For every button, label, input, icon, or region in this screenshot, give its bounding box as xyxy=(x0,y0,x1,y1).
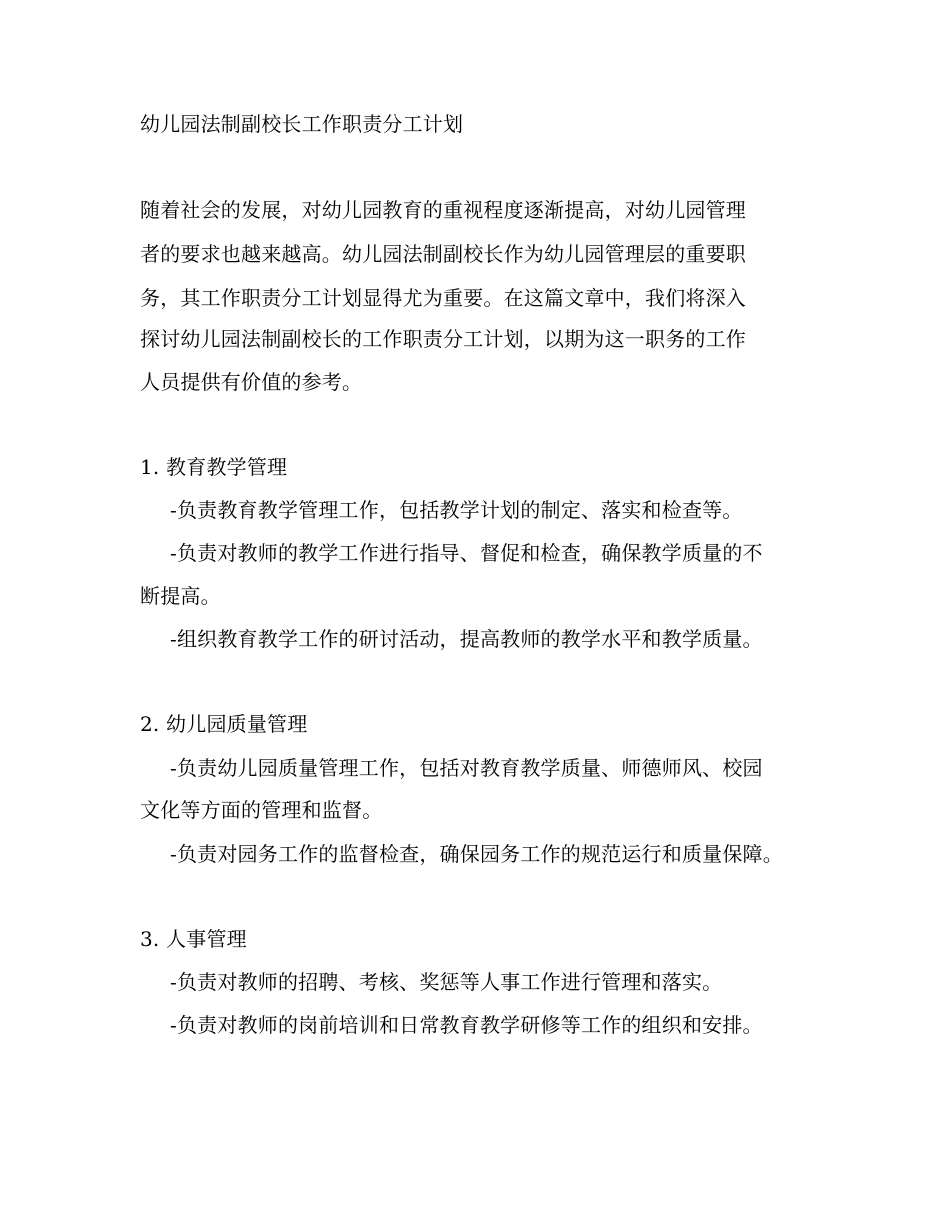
section-1-heading: 1. 教育教学管理 xyxy=(140,455,288,479)
section-3-heading: 3. 人事管理 xyxy=(140,927,247,951)
intro-line-4: 探讨幼儿园法制副校长的工作职责分工计划，以期为这一职务的工作 xyxy=(140,327,746,351)
section-3-line-1: -负责对教师的招聘、考核、奖惩等人事工作进行管理和落实。 xyxy=(170,970,723,994)
section-3-line-2: -负责对教师的岗前培训和日常教育教学研修等工作的组织和安排。 xyxy=(170,1013,763,1037)
intro-line-3: 务，其工作职责分工计划显得尤为重要。在这篇文章中，我们将深入 xyxy=(140,286,746,310)
section-1-line-2: -负责对教师的教学工作进行指导、督促和检查，确保教学质量的不 xyxy=(170,541,763,565)
intro-line-5: 人员提供有价值的参考。 xyxy=(140,370,363,394)
section-2-line-2: 文化等方面的管理和监督。 xyxy=(140,798,383,822)
section-1-line-3: 断提高。 xyxy=(140,584,221,608)
intro-line-1: 随着社会的发展，对幼儿园教育的重视程度逐渐提高，对幼儿园管理 xyxy=(140,198,746,222)
section-1-line-4: -组织教育教学工作的研讨活动，提高教师的教学水平和教学质量。 xyxy=(170,627,763,651)
section-1-line-1: -负责教育教学管理工作，包括教学计划的制定、落实和检查等。 xyxy=(170,498,743,522)
section-2-line-3: -负责对园务工作的监督检查，确保园务工作的规范运行和质量保障。 xyxy=(170,842,783,866)
section-2-line-1: -负责幼儿园质量管理工作，包括对教育教学质量、师德师风、校园 xyxy=(170,756,763,780)
document-title: 幼儿园法制副校长工作职责分工计划 xyxy=(140,112,464,136)
intro-line-2: 者的要求也越来越高。幼儿园法制副校长作为幼儿园管理层的重要职 xyxy=(140,242,746,266)
section-2-heading: 2. 幼儿园质量管理 xyxy=(140,712,308,736)
